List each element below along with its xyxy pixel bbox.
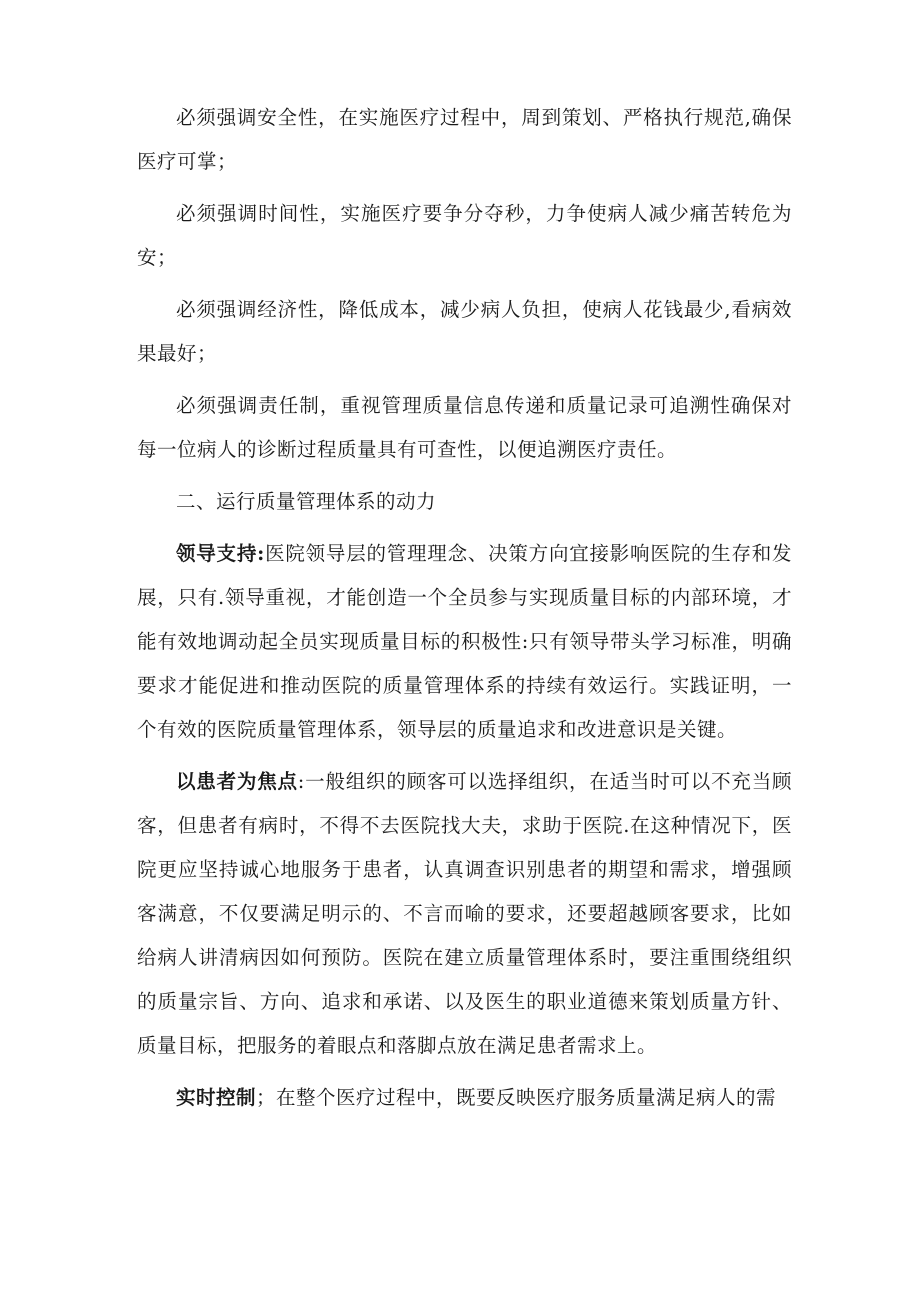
realtime-control-text: ；在整个医疗过程中，既要反映医疗服务质量满足病人的需	[256, 1086, 777, 1109]
paragraph-safety-text: 必须强调安全性，在实施医疗过程中，周到策划、严格执行规范,确保医疗可掌；	[137, 106, 792, 173]
paragraph-leadership	[137, 532, 792, 752]
patient-focus-text: :一般组织的顾客可以选择组织，在适当时可以不充当顾客，但患者有病时，不得不去医院找大夫，求助于医院.在这种情况下，医院更应坚持诚心地服务于患者，认真调查识别患者的期望和需求，增强顾客满意，不仅要满足明示的、不言而喻的要求，还要超越顾客要求，比如给病人讲清病因如何预防。医院在建立质量管理体系时，要注重围绕组织的质量宗旨、方向、追求和承诺、以及医生的职业道德来策划质量方针、质量目标，把服务的着眼点和落脚点放在满足患者需求上。	[137, 770, 792, 1057]
patient-focus-label: 以患者为焦点	[176, 770, 298, 793]
section-heading	[137, 480, 792, 524]
document-body	[137, 96, 792, 1128]
paragraph-time	[137, 192, 792, 280]
section-heading-text: 二、运行质量管理体系的动力	[176, 490, 437, 513]
paragraph-responsibility-text: 必须强调责任制，重视管理质量信息传递和质量记录可追溯性确保对每一位病人的诊断过程质量具有可查性，以便追溯医疗责任。	[137, 394, 792, 461]
paragraph-patient-focus	[137, 760, 792, 1068]
paragraph-safety	[137, 96, 792, 184]
paragraph-economy-text: 必须强调经济性，降低成本，减少病人负担，使病人花钱最少,看病效果最好；	[137, 298, 792, 365]
paragraph-economy	[137, 288, 792, 376]
paragraph-responsibility	[137, 384, 792, 472]
paragraph-realtime-control	[137, 1076, 792, 1120]
leadership-text: 医院领导层的管理理念、决策方向宜接影响医院的生存和发展，只有.领导重视，才能创造一个全员参与实现质量目标的内部环境，才能有效地调动起全员实现质量目标的积极性:只有领导带头学习标准，明确要求才能促进和推动医院的质量管理体系的持续有效运行。实践证明，一个有效的医院质量管理体系，领导层的质量追求和改进意识是关键。	[137, 542, 792, 741]
realtime-control-label: 实时控制	[176, 1086, 257, 1109]
leadership-label: 领导支持:	[176, 542, 265, 565]
paragraph-time-text: 必须强调时间性，实施医疗要争分夺秒，力争使病人减少痛苦转危为安；	[137, 202, 792, 269]
